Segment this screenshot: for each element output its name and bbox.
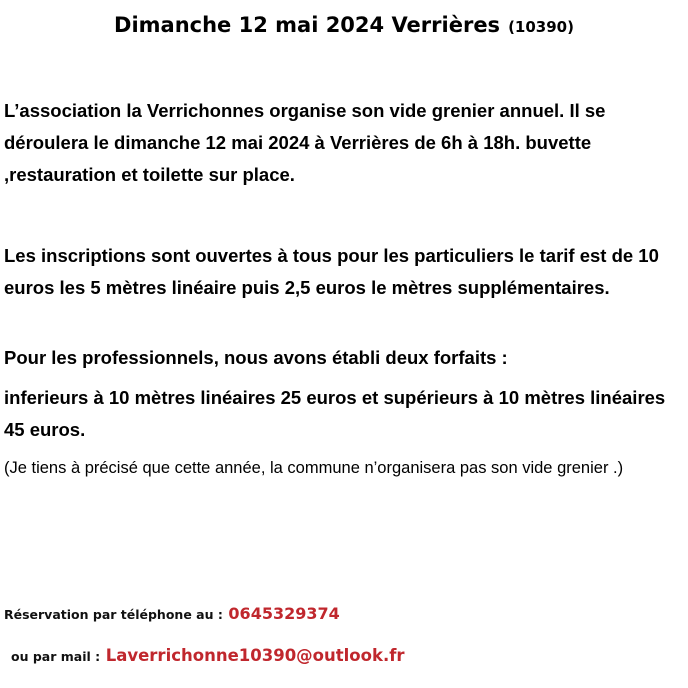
forfaits-paragraph: inferieurs à 10 mètres linéaires 25 euros et supérieurs à 10 mètres linéaires 45 euros. [4,387,666,440]
note-paragraph: (Je tiens à précisé que cette année, la commune n’organisera pas son vide grenier .) [4,459,624,477]
inscriptions-paragraph: Les inscriptions sont ouvertes à tous pour les particuliers le tarif est de 10 euros les 5 mètres linéaire puis 2,5 euros le mètres supplémentaires. [4,245,659,298]
professionals-paragraph: Pour les professionnels, nous avons établi deux forfaits : [4,347,508,368]
phone-number[interactable]: 0645329374 [228,604,340,623]
title-text: Dimanche 12 mai 2024 Verrières [114,13,501,37]
phone-label: Réservation par téléphone au : [4,607,223,622]
page-title [0,10,688,42]
mail-contact [11,646,405,665]
email-link[interactable]: Laverrichonne10390@outlook.fr [105,646,405,665]
intro-paragraph: L’association la Verrichonnes organise son vide grenier annuel. Il se déroulera le dimanche 12 mai 2024 à Verrières de 6h à 18h. buvette ,restauration et toilette sur place. [4,100,606,185]
mail-label: ou par mail : [11,649,101,664]
phone-contact [4,604,340,623]
title-postcode: (10390) [508,18,574,36]
